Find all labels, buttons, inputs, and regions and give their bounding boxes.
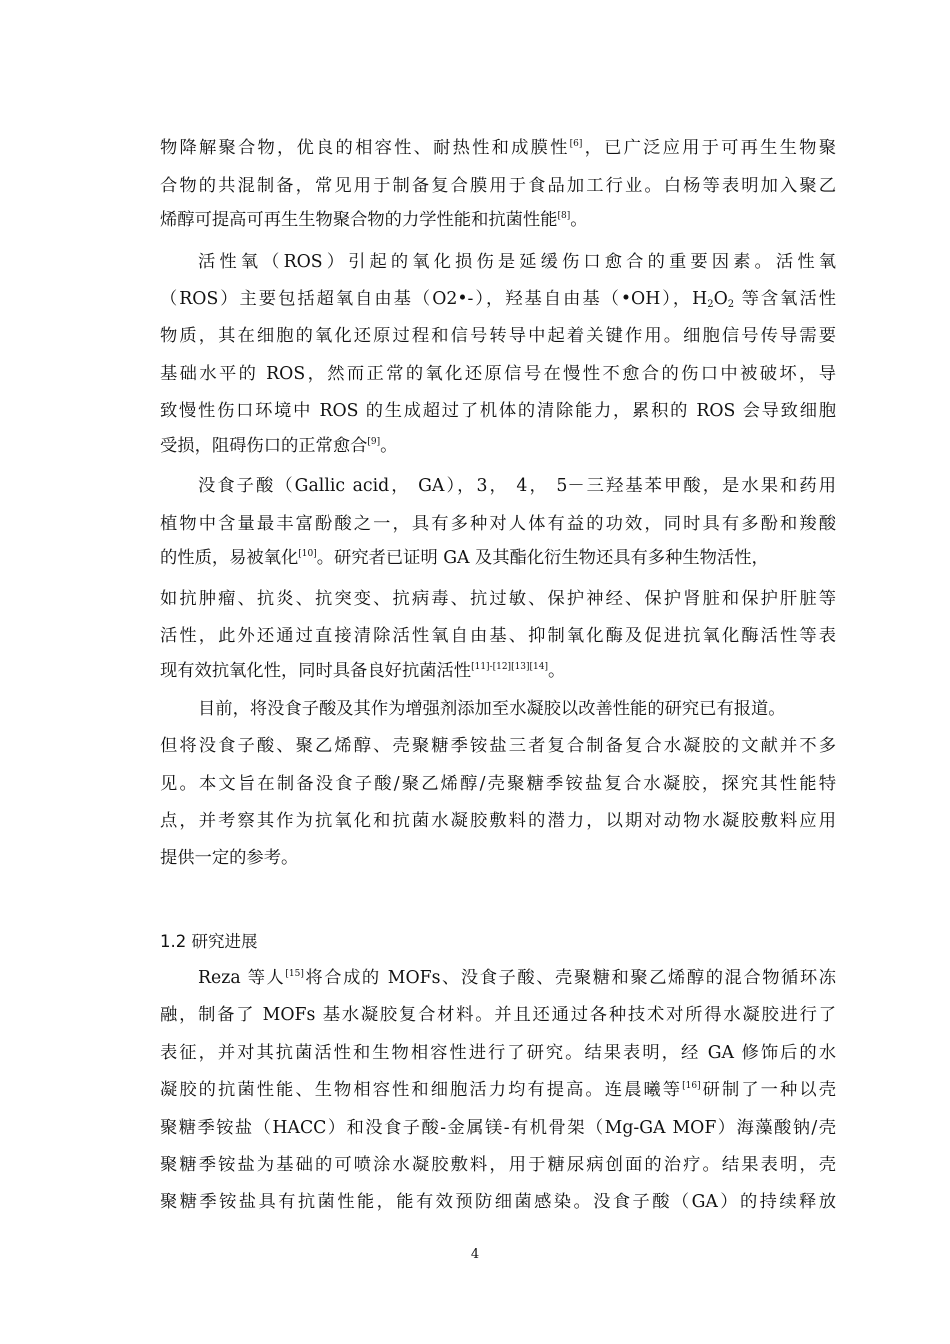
paragraph-4-line-5: 提供一定的参考。: [160, 848, 299, 868]
citation: [15]: [285, 969, 304, 979]
citation: [8]: [557, 211, 571, 221]
paragraph-2-line-4: 基础水平的 ROS，然而正常的氧化还原信号在慢性不愈合的伤口中被破坏，导: [160, 364, 836, 384]
paragraph-2-line-6: 受损，阻碍伤口的正常愈合[9]。: [160, 436, 398, 456]
paragraph-2-line-5: 致慢性伤口环境中 ROS 的生成超过了机体的清除能力，累积的 ROS 会导致细胞: [160, 401, 836, 421]
paragraph-3-line-3: 的性质，易被氧化[10]。研究者已证明 GA 及其酯化衍生物还具有多种生物活性，: [160, 548, 769, 568]
paragraph-5-line-3: 表征，并对其抗菌活性和生物相容性进行了研究。结果表明，经 GA 修饰后的水: [160, 1043, 836, 1063]
paragraph-5-line-7: 聚糖季铵盐具有抗菌性能，能有效预防细菌感染。没食子酸（GA）的持续释放: [160, 1192, 836, 1212]
paragraph-5-line-4: 凝胶的抗菌性能、生物相容性和细胞活力均有提高。连晨曦等[16]研制了一种以壳: [160, 1080, 836, 1100]
paragraph-3-line-4: 如抗肿瘤、抗炎、抗突变、抗病毒、抗过敏、保护神经、保护肾脏和保护肝脏等: [160, 589, 836, 609]
paragraph-1-line-2: 合物的共混制备，常见用于制备复合膜用于食品加工行业。白杨等表明加入聚乙: [160, 176, 836, 196]
paragraph-3-line-2: 植物中含量最丰富酚酸之一，具有多种对人体有益的功效，同时具有多酚和羧酸: [160, 514, 836, 534]
paragraph-4-line-4: 点，并考察其作为抗氧化和抗菌水凝胶敷料的潜力，以期对动物水凝胶敷料应用: [160, 811, 836, 831]
citation: [6]: [569, 139, 583, 149]
paragraph-5-line-6: 聚糖季铵盐为基础的可喷涂水凝胶敷料，用于糖尿病创面的治疗。结果表明，壳: [160, 1155, 836, 1175]
citation: [10]: [298, 549, 317, 559]
paragraph-3-line-1: 没食子酸（Gallic acid， GA），3， 4， 5－三羟基苯甲酸，是水果和药用: [198, 476, 836, 496]
paragraph-3-line-5: 活性，此外还通过直接清除活性氧自由基、抑制氧化酶及促进抗氧化酶活性等表: [160, 626, 836, 646]
citation: [11]-[12][13][14]: [471, 662, 549, 672]
page-number: 4: [470, 1247, 480, 1262]
citation: [16]: [682, 1081, 701, 1091]
citation: [9]: [367, 437, 381, 447]
paragraph-4-line-3: 见。本文旨在制备没食子酸/聚乙烯醇/壳聚糖季铵盐复合水凝胶，探究其性能特: [160, 774, 836, 794]
paragraph-1-line-1: 物降解聚合物，优良的相容性、耐热性和成膜性[6]，已广泛应用于可再生生物聚: [160, 138, 836, 158]
section-heading: 1.2 研究进展: [160, 932, 258, 951]
paragraph-5-line-1: Reza 等人[15]将合成的 MOFs、没食子酸、壳聚糖和聚乙烯醇的混合物循环冻: [198, 968, 836, 988]
paragraph-2-line-1: 活性氧（ROS）引起的氧化损伤是延缓伤口愈合的重要因素。活性氧: [198, 252, 836, 272]
paragraph-2-line-3: 物质，其在细胞的氧化还原过程和信号转导中起着关键作用。细胞信号传导需要: [160, 326, 836, 346]
paragraph-3-line-6: 现有效抗氧化性，同时具备良好抗菌活性[11]-[12][13][14]。: [160, 661, 566, 681]
paragraph-4-line-1: 目前，将没食子酸及其作为增强剂添加至水凝胶以改善性能的研究已有报道。: [198, 699, 786, 719]
paragraph-2-line-2: （ROS）主要包括超氧自由基（O2•-），羟基自由基（•OH），$H_2O_2$ 等含氧活性: [160, 289, 836, 310]
paragraph-5-line-5: 聚糖季铵盐（HACC）和没食子酸-金属镁-有机骨架（Mg-GA MOF）海藻酸钠/壳: [160, 1118, 836, 1138]
paragraph-5-line-2: 融，制备了 MOFs 基水凝胶复合材料。并且还通过各种技术对所得水凝胶进行了: [160, 1005, 836, 1025]
paragraph-4-line-2: 但将没食子酸、聚乙烯醇、壳聚糖季铵盐三者复合制备复合水凝胶的文献并不多: [160, 736, 836, 756]
paragraph-1-line-3: 烯醇可提高可再生生物聚合物的力学性能和抗菌性能[8]。: [160, 210, 588, 230]
